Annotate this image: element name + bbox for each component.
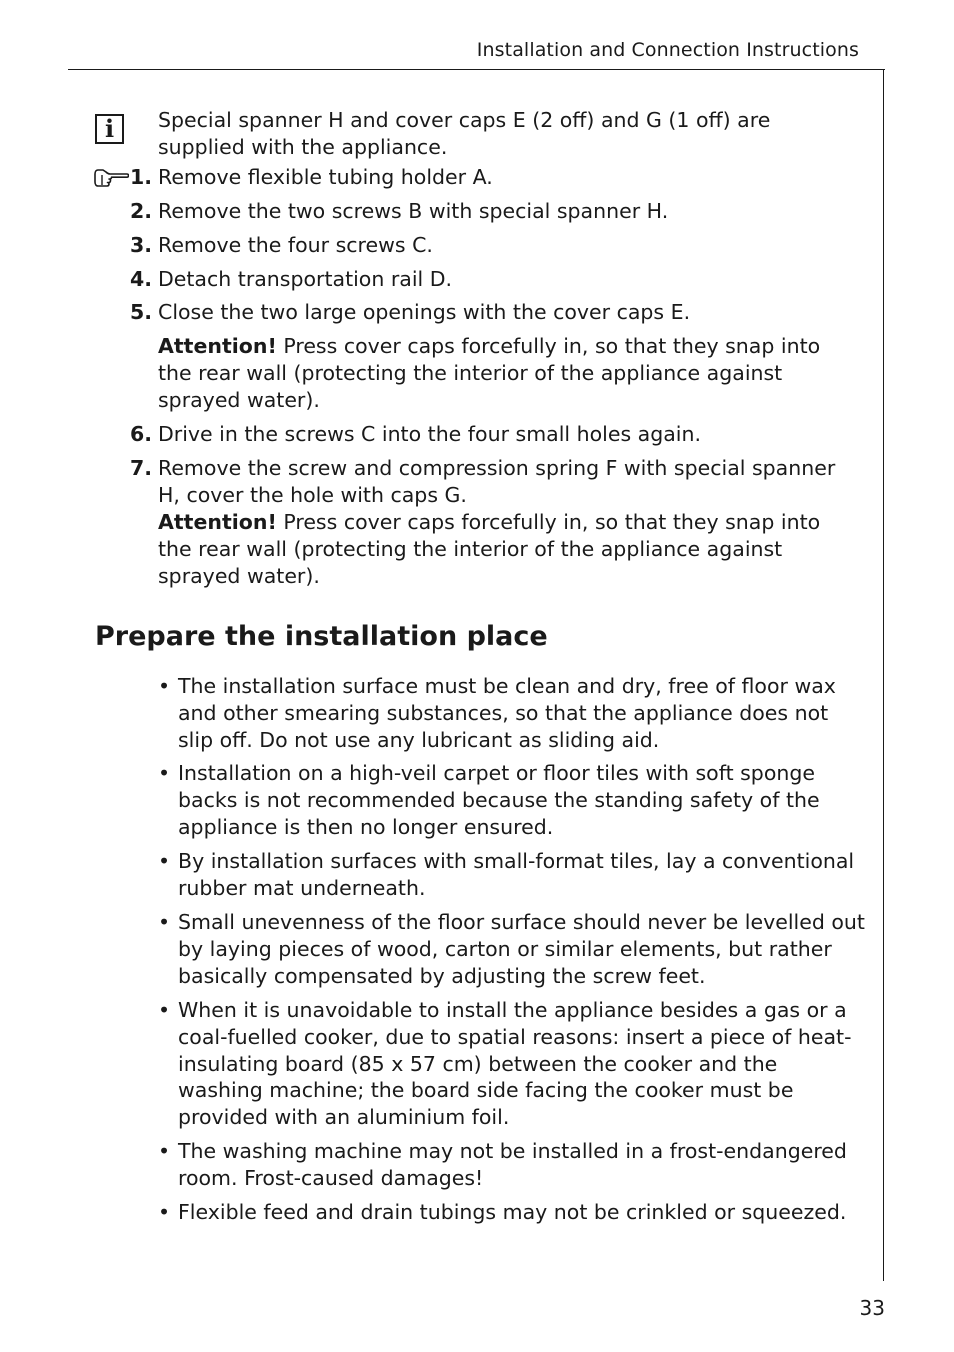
bullet-item: Installation on a high-veil carpet or floor tiles with soft sponge backs is not recommended because the standing safety of the appliance is then no longer ensured. <box>178 761 820 839</box>
step-text: Remove the two screws B with special spanner H. <box>158 199 669 223</box>
step-text: Detach transportation rail D. <box>158 267 453 291</box>
attention-label: Attention! <box>158 510 277 534</box>
step-number: 2. <box>130 199 153 223</box>
attention-note <box>158 509 848 589</box>
bullet-item: Flexible feed and drain tubings may not be crinkled or squeezed. <box>178 1200 847 1224</box>
step-number: 7. <box>130 456 153 480</box>
attention-note <box>158 333 848 413</box>
bullet-dot: • <box>158 849 171 873</box>
step-text: Drive in the screws C into the four small holes again. <box>158 422 702 446</box>
step-text: Remove flexible tubing holder A. <box>158 165 493 189</box>
side-rule <box>883 69 884 1281</box>
bullet-dot: • <box>158 1139 171 1163</box>
bullet-dot: • <box>158 1200 171 1224</box>
bullet-item: By installation surfaces with small-format tiles, lay a conventional rubber mat underneath. <box>178 849 855 900</box>
info-icon: i <box>95 114 124 144</box>
bullet-item: When it is unavoidable to install the appliance besides a gas or a coal-fuelled cooker, due to spatial reasons: insert a piece of heat-insulating board (85 x 57 cm) between the cooker and the washing machine; the board side facing the cooker must be provided with an aluminium foil. <box>178 998 852 1130</box>
bullet-dot: • <box>158 910 171 934</box>
pointing-hand-icon <box>93 168 129 188</box>
section-title: Prepare the installation place <box>95 621 548 652</box>
step-text: Remove the screw and compression spring F with special spanner H, cover the hole with caps G. <box>158 456 836 507</box>
step-number: 3. <box>130 233 153 257</box>
page-number: 33 <box>859 1296 885 1320</box>
step-text: Remove the four screws C. <box>158 233 433 257</box>
bullet-dot: • <box>158 998 171 1022</box>
bullet-item: Small unevenness of the floor surface should never be levelled out by laying pieces of wood, carton or similar elements, but rather basically compensated by adjusting the screw feet. <box>178 910 865 988</box>
step-number: 1. <box>130 165 153 189</box>
attention-label: Attention! <box>158 334 277 358</box>
bullet-dot: • <box>158 674 171 698</box>
running-header: Installation and Connection Instructions <box>476 39 859 61</box>
step-text: Close the two large openings with the cover caps E. <box>158 300 691 324</box>
bullet-item: The washing machine may not be installed in a frost-endangered room. Frost-caused damages! <box>178 1139 847 1190</box>
attention-text: Press cover caps forcefully in, so that they snap into the rear wall (protecting the interior of the appliance against sprayed water). <box>158 334 821 412</box>
step-number: 6. <box>130 422 153 446</box>
header-rule <box>68 69 885 70</box>
intro-note: Special spanner H and cover caps E (2 off) and G (1 off) are supplied with the appliance. <box>158 108 771 159</box>
step-number: 4. <box>130 267 153 291</box>
bullet-item: The installation surface must be clean and dry, free of floor wax and other smearing substances, so that the appliance does not slip off. Do not use any lubricant as sliding aid. <box>178 674 836 752</box>
bullet-dot: • <box>158 761 171 785</box>
attention-text: Press cover caps forcefully in, so that they snap into the rear wall (protecting the interior of the appliance against sprayed water). <box>158 510 821 588</box>
step-number: 5. <box>130 300 153 324</box>
